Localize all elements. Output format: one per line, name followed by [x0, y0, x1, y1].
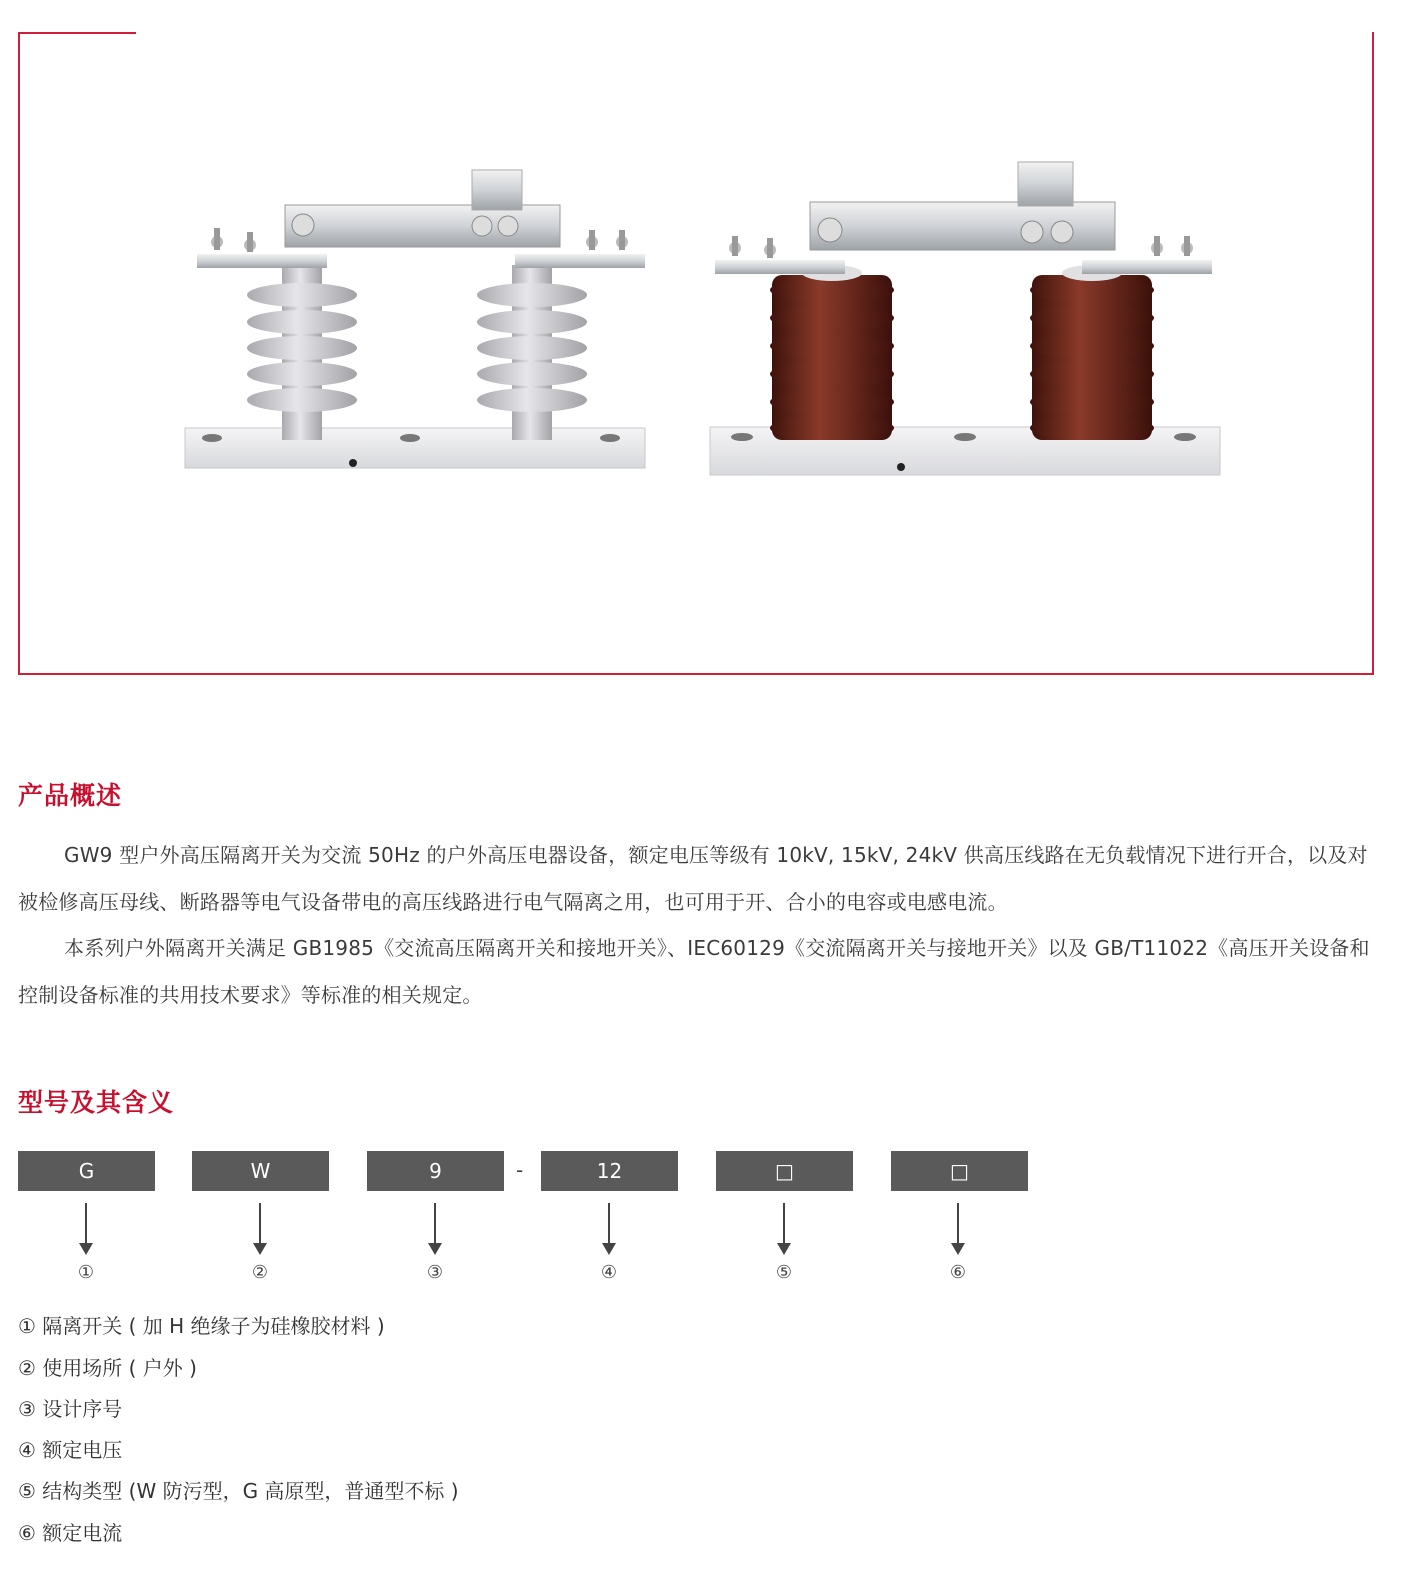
meaning-item: ③ 设计序号 — [18, 1397, 123, 1421]
model-box-2: W — [192, 1151, 329, 1191]
arrow-down-icon — [957, 1203, 959, 1245]
meaning-item: ⑥ 额定电流 — [18, 1521, 123, 1545]
overview-paragraph-2: 本系列户外隔离开关满足 GB1985《交流高压隔离开关和接地开关》、IEC60129《交流隔离开关与接地开关》以及 GB/T11022《高压开关设备和控制设备标准的共用技术要求》等标准的相关规定。 — [18, 936, 1370, 1007]
model-separator: - — [516, 1158, 524, 1182]
frame-top-accent — [18, 32, 136, 34]
meaning-item: ① 隔离开关 ( 加 H 绝缘子为硅橡胶材料 ) — [18, 1314, 385, 1338]
arrow-down-icon — [783, 1203, 785, 1245]
overview-paragraph-1: GW9 型户外高压隔离开关为交流 50Hz 的户外高压电器设备，额定电压等级有 10kV, 15kV, 24kV 供高压线路在无负载情况下进行开合，以及对被检修高压母线、断路器等电气设备带电的高压线路进行电气隔离之用，也可用于开、合小的电容或电感电流。 — [18, 843, 1368, 914]
marker-2: ② — [251, 1262, 269, 1283]
model-box-1: G — [18, 1151, 155, 1191]
model-box-5: □ — [716, 1151, 853, 1191]
model-box-6: □ — [891, 1151, 1028, 1191]
porcelain-switch — [710, 162, 1220, 475]
marker-1: ① — [77, 1262, 95, 1283]
meaning-item: ⑤ 结构类型 (W 防污型，G 高原型，普通型不标 ) — [18, 1479, 459, 1503]
arrow-down-icon — [608, 1203, 610, 1245]
silicone-switch — [185, 170, 645, 468]
model-box-4: 12 — [541, 1151, 678, 1191]
arrow-down-icon — [85, 1203, 87, 1245]
overview-title: 产品概述 — [18, 781, 123, 810]
meaning-item: ④ 额定电压 — [18, 1438, 123, 1462]
model-title: 型号及其含义 — [18, 1088, 175, 1117]
arrow-down-icon — [259, 1203, 261, 1245]
meaning-item: ② 使用场所 ( 户外 ) — [18, 1356, 197, 1380]
marker-4: ④ — [600, 1262, 618, 1283]
marker-3: ③ — [426, 1262, 444, 1283]
model-box-3: 9 — [367, 1151, 504, 1191]
marker-6: ⑥ — [949, 1262, 967, 1283]
product-photo — [170, 150, 1250, 500]
marker-5: ⑤ — [775, 1262, 793, 1283]
arrow-down-icon — [434, 1203, 436, 1245]
